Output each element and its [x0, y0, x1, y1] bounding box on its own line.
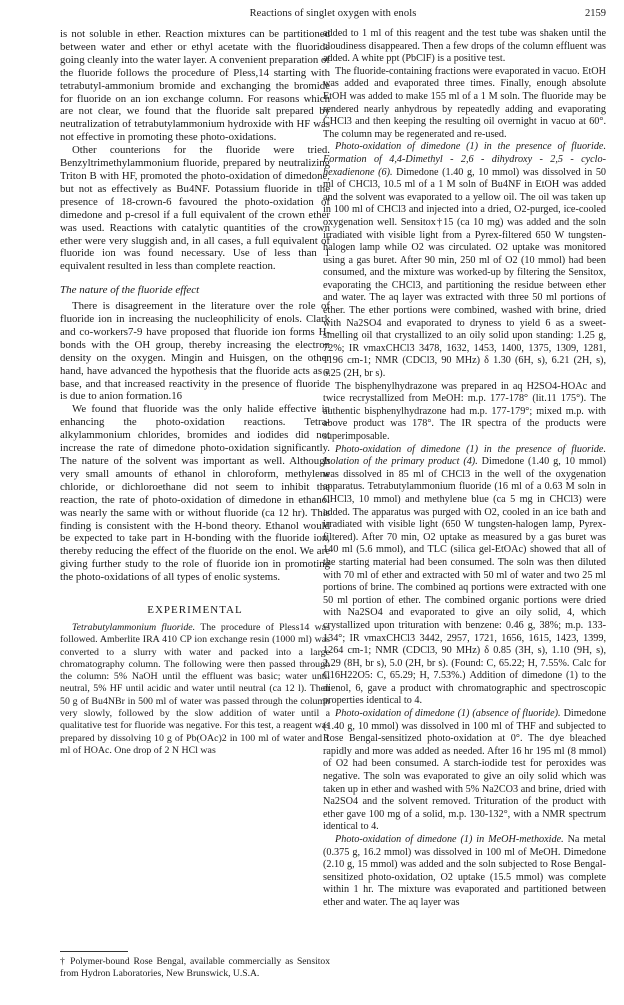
paragraph: [323, 834, 606, 910]
section-heading-fluoride-effect: The nature of the fluoride effect: [60, 284, 200, 297]
paragraph-text: Dimedone (1.40 g, 10 mmol) was dissolved in 100 ml of THF and subjected to Rose Bengal-sensitized photo-oxidation at 0°. The dye bleached rapidly and more was added as needed. After 16 hr 195 ml (8 mmol) of O2 had been consumed. A starch-iodide test for peroxides was negative. The soln was evaporated to give an oily solid which was taken up in ether and washed with 5% Na2CO3 and brine, dried with Na2SO4 and the solvent removed. Trituration of the product with ether gave 100 mg of a solid, m.p. 130-132°, with a NMR spectrum identical to 4.: [323, 708, 606, 833]
paragraph: [60, 622, 330, 757]
paragraph-text: Dimedone (1.40 g, 10 mmol) was dissolved in 85 ml of CHCl3 in the well of the oxygenation apparatus. Tetrabutylammonium fluoride (16 ml of a 0.63 M soln in CHCl3, 10 mmol) and methylene blue (ca 5 mg in CHCl3) were added. The apparatus was purged with O2, cooled in an ice bath and irradiated with visible light (650 W tungsten-halogen lamp, Pyrex-filtered). After 70 min, O2 uptake as measured by a gas buret was 140 ml (5.6 mmol), and TLC (silica gel-EtOAc) showed that all of the starting material had been consumed. The soln was then diluted with 70 ml of ether and extracted with 50 ml of water and two 25 ml portions of brine. The combined aq portions were extracted with one 50 ml portion of ether. The combined organic portions were dried with Na2SO4 and evaporated to give an oily solid, 4, which crystallized upon trituration with benzene: 0.46 g, 38%; m.p. 133-134°; IR νmaxCHCl3 3442, 2957, 1721, 1656, 1615, 1423, 1399, 1264 cm-1; NMR (CDCl3, 90 MHz) δ 0.85 (3H, s), 1.10 (9H, s), 2.29 (8H, br s), 5.0 (2H, br s). (Found: C, 65.22; H, 7.55%. Calc for C16H22O5: C, 65.29; H, 7.53%.) Addition of dimedone (1) to the dienol, 6, gave a product with chromatographic and spectroscopic properties identical to 4.: [323, 456, 606, 707]
paragraph: added to 1 ml of this reagent and the test tube was shaken until the cloudiness disappeared. Then a few drops of the column effluent was added. A white ppt (PbClF) is a positive test.: [323, 28, 606, 65]
run-in-heading: Tetrabutylammonium fluoride.: [72, 621, 196, 633]
paragraph: The fluoride-containing fractions were evaporated in vacuo. EtOH was added and evaporated three times. Finally, enough absolute EtOH was added to make 155 ml of a 1 M soln. The fluoride may be rendered nearly anhydrous by repeatedly adding and evaporating CHCl3 and then keeping the resulting oil overnight in vacuo at 60°. The column may be regenerated and re-used.: [323, 65, 606, 140]
paragraph-text: The procedure of Pless14 was followed. Amberlite IRA 410 CP ion exchange resin (1000 ml) was converted to a slurry with water and packed into a large chromatography column. The following were then passed through the column: 5% NaOH until the effluent was basic; water until neutral, 5% HF until acidic and water until neutral (ca 12 l). Then 50 g of Bu4NBr in 500 ml of water was passed through the column very slowly, followed by the slow addition of water until a qualitative test for fluoride was negative. For this test, a reagent was prepared by dissolving 10 g of Pb(OAc)2 in 100 ml of water and 1 ml of HOAc. One drop of 2 N HCl was: [60, 621, 330, 756]
paragraph: is not soluble in ether. Reaction mixtures can be partitioned between water and ether or ethyl acetate with the fluoride going cleanly into the water layer. A convenient preparation of the fluoride follows the procedure of Pless,14 starting with tetrabutyl-ammonium bromide and exchanging the bromide for fluoride on an ion exchange column. For reasons which are not clear, we found that the fluoride salt prepared by neutralization of tetrabutylammonium hydroxide with HF was not effective in promoting these photo-oxidations.: [60, 28, 330, 144]
right-column: [323, 28, 606, 910]
run-in-heading: Photo-oxidation of dimedone (1) (absence of fluoride).: [335, 708, 561, 720]
page-number: 2159: [585, 8, 606, 19]
paragraph: [323, 708, 606, 834]
section-heading-experimental: EXPERIMENTAL: [147, 604, 243, 617]
run-in-heading: Photo-oxidation of dimedone (1) in the presence of fluoride. Isolation of the primary product (4).: [323, 443, 606, 468]
paragraph-text: Dimedone (1.40 g, 10 mmol) was dissolved in 50 ml of CHCl3, 10.5 ml of a 1 M soln of Bu4NF in EtOH was added and the solvent was evaporated to a yellow oil. The oil was taken up in 100 ml of CHCl3 and injected into a dried, O2-purged, ice-cooled oxygenation well. Sensitox†15 (ca 10 mg) was added and the soln irradiated with visible light from a Pyrex-filtered 650 W tungsten-halogen lamp while O2 was circulated. O2 uptake was monitored using a gas buret. After 90 min, 250 ml of O2 (10 mmol) had been consumed, and the mixture was worked-up by filtering the Sensitox, evaporating the CHCl3, and partitioning the residue between ether and water. The aq layer was extracted with three 50 ml portions of ether. The ether portions were combined, washed with brine, dried with Na2SO4 and evaporated to dryness to yield 6 as a sweet-smelling oil that crystallized to an oily solid upon standing: 1.25 g, 72%; IR νmaxCHCl3 3478, 1632, 1453, 1400, 1375, 1309, 1281, 1196 cm-1; NMR (CDCl3, 90 MHz) δ 1.30 (6H, s), 6.21 (2H, s), 6.25 (2H, br s).: [323, 166, 607, 380]
paragraph: There is disagreement in the literature over the role of fluoride ion in increasing the nucleophilicity of enols. Clark and co-workers7-9 have proposed that fluoride ion forms H-bonds with the OH group, thereby increasing the electron density on the oxygen. Mingin and Huisgen, on the other hand, have advanced the hypothesis that the fluoride acts as a base, and that increased reactivity in the presence of fluoride is due to anion formation.16: [60, 300, 330, 403]
paragraph-text: Na metal (0.375 g, 16.2 mmol) was dissolved in 100 ml of MeOH. Dimedone (2.10 g, 15 mmol) was added and the soln subjected to Rose Bengal-sensitized photo-oxidation, O2 uptake (15.5 mmol) was complete within 1 hr. The mixture was evaporated and partitioned between ether and water. The aq layer was: [323, 834, 607, 908]
paragraph: Other counterions for the fluoride were tried. Benzyltrimethylammonium fluoride, prepared by neutralizing Triton B with HF, promoted the photo-oxidation of dimedone, but not as effectively as Bu4NF. Potassium fluoride in the presence of 18-crown-6 favoured the photo-oxidation of dimedone and p-cresol if a full equivalent of the crown ether was used. Reactions with catalytic quantities of the crown ether were very sluggish and, in all cases, a full equivalent of fluoride ion was found necessary. Use of less than 1 equivalent resulted in less than complete reaction.: [60, 144, 330, 273]
footnote: † Polymer-bound Rose Bengal, available commercially as Sensitox from Hydron Laboratories, New Brunswick, U.S.A.: [60, 956, 330, 979]
left-column: [60, 28, 330, 757]
page-header: [60, 8, 606, 22]
paragraph: [323, 444, 606, 708]
running-title: Reactions of singlet oxygen with enols: [249, 8, 417, 19]
run-in-heading: Photo-oxidation of dimedone (1) in the presence of fluoride. Formation of 4,4-Dimethyl - 2,6 - dihydroxy - 2,5 - cyclo-hexadienone (6).: [323, 141, 606, 178]
paragraph: The bisphenylhydrazone was prepared in aq H2SO4-HOAc and twice recrystallized from MeOH: m.p. 177-178° (lit.11 175°). The authentic bisphenylhydrazone had m.p. 177-179°; mixed m.p. with above product was 178°. The IR spectra of the products were superimposable.: [323, 380, 606, 442]
paragraph: We found that fluoride was the only halide effective in enhancing the photo-oxidation reactions. Tetra-alkylammonium chlorides, bromides and iodides did not increase the rate of dimedone photo-oxidation significantly. The nature of the solvent was important as well. Although very small amounts of ethanol in chloroform, methylene chloride, or dichloroethane did not seem to inhibit the reaction, the rate of photo-oxidation of dimedone in ethanol was nearly the same with or without fluoride (ca 12 hr). This finding is consistent with the H-bond theory. Ethanol would be expected to take part in H-bonding with the fluoride ion, thereby reducing the effect of the fluoride on the enol. We are giving further study to the role of fluoride ion in promoting the photo-oxidations of all types of enolic systems.: [60, 403, 330, 584]
run-in-heading: Photo-oxidation of dimedone (1) in MeOH-methoxide.: [335, 834, 564, 845]
footnote-rule: [60, 951, 128, 952]
paragraph: [323, 141, 606, 380]
